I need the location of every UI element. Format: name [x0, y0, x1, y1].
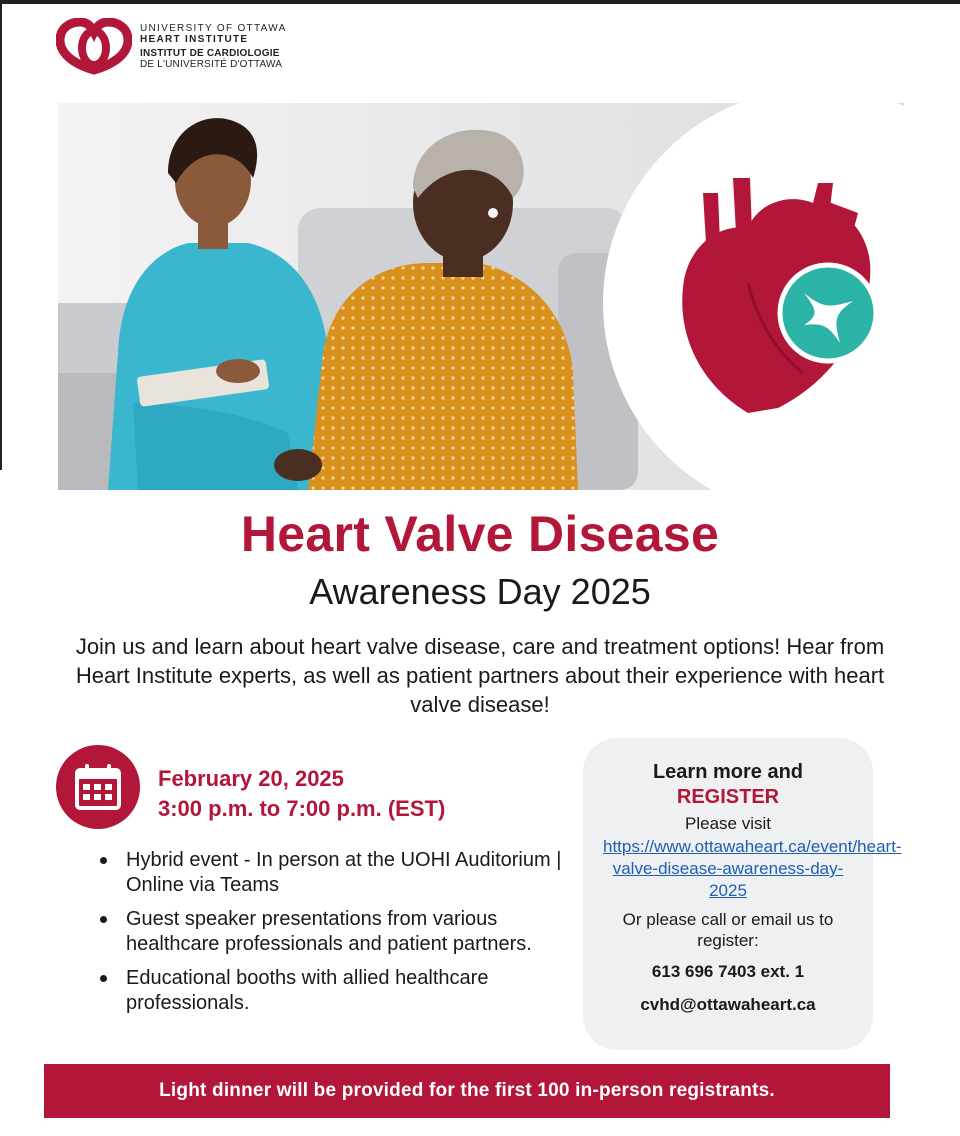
left-border: [0, 0, 2, 470]
intro-paragraph: Join us and learn about heart valve disease, care and treatment options! Hear from Heart Institute experts, as well as patient partners about their experience with heart valve disease!: [75, 634, 885, 717]
register-heading-line: Learn more and: [652, 761, 804, 783]
calendar-icon: [74, 763, 122, 811]
event-time: 3:00 p.m. to 7:00 p.m. (EST): [158, 796, 446, 821]
event-datetime: [158, 764, 445, 824]
nurse-with-patient-photo: [58, 103, 904, 490]
logo-line: INSTITUT DE CARDIOLOGIE: [140, 48, 280, 59]
logo-line: DE L'UNIVERSITÉ D'OTTAWA: [140, 58, 283, 70]
dinner-notice-banner: Light dinner will be provided for the first 100 in-person registrants.: [44, 1064, 890, 1118]
top-border: [0, 0, 960, 4]
heart-institute-logo-icon: [56, 18, 132, 78]
institute-logo: [56, 18, 316, 82]
list-item: Guest speaker presentations from various healthcare professionals and patient partners.: [96, 907, 566, 957]
logo-wordmark: [140, 24, 287, 70]
email-address[interactable]: cvhd@ottawaheart.ca: [640, 995, 816, 1014]
list-item: Educational booths with allied healthcare professionals.: [96, 966, 566, 1016]
page-subtitle: Awareness Day 2025: [309, 571, 651, 612]
phone-number: 613 696 7403 ext. 1: [651, 962, 805, 981]
registration-link[interactable]: https://www.ottawaheart.ca/event/heart-valve-disease-awareness-day-2025: [603, 837, 902, 900]
register-heading: [583, 760, 873, 810]
register-panel: [583, 738, 902, 1050]
page-title: Heart Valve Disease: [240, 506, 720, 562]
visit-label: Please visit: [685, 814, 771, 833]
calendar-badge: [56, 745, 140, 829]
hero-image: [58, 103, 904, 490]
logo-line: HEART INSTITUTE: [140, 33, 249, 45]
call-label: Or please call or email us to register:: [622, 910, 834, 950]
register-heading-accent: REGISTER: [676, 786, 780, 808]
event-highlights-list: [96, 848, 566, 1025]
list-item: Hybrid event - In person at the UOHI Auditorium | Online via Teams: [96, 848, 566, 898]
logo-line: UNIVERSITY OF OTTAWA: [140, 23, 287, 34]
event-date: February 20, 2025: [158, 766, 344, 791]
